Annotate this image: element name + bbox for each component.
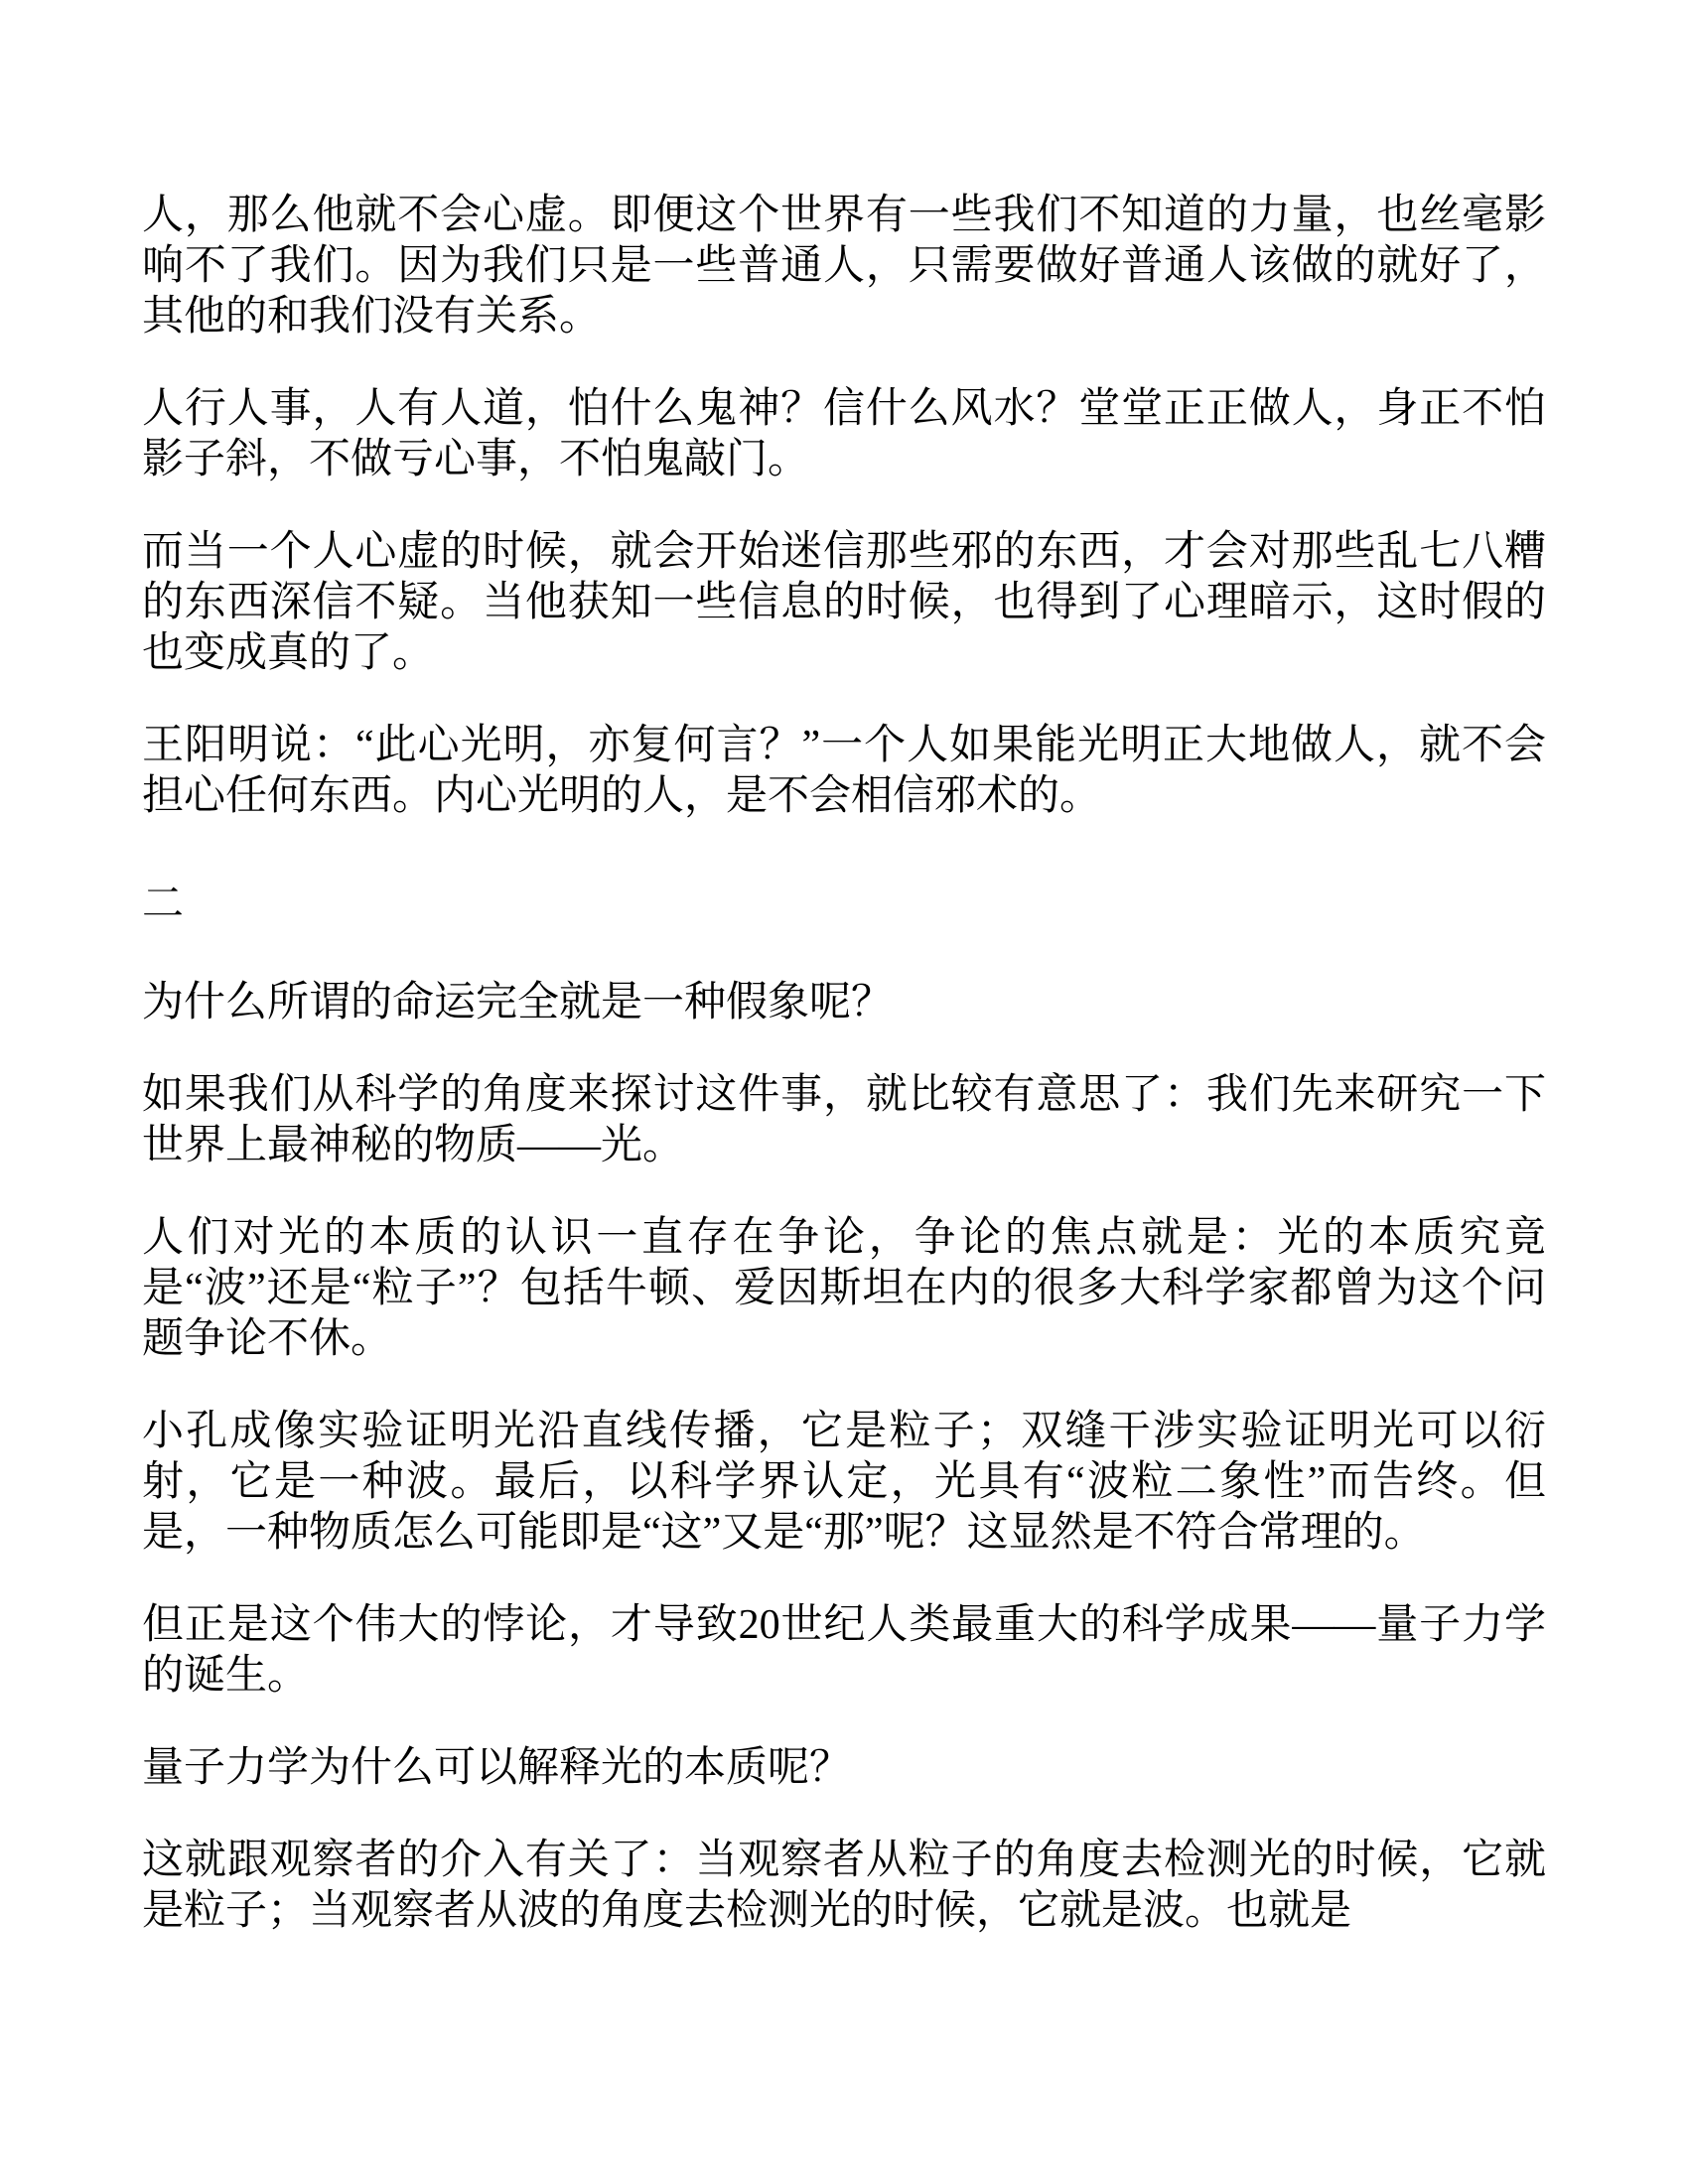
paragraph: 人，那么他就不会心虚。即便这个世界有一些我们不知道的力量，也丝毫影响不了我们。因为我们只是一些普通人，只需要做好普通人该做的就好了，其他的和我们没有关系。 — [142, 193, 1546, 340]
paragraph: 量子力学为什么可以解释光的本质呢？ — [142, 1745, 852, 1791]
paragraph: 而当一个人心虚的时候，就会开始迷信那些邪的东西，才会对那些乱七八糟的东西深信不疑。当他获知一些信息的时候，也得到了心理暗示，这时假的也变成真的了。 — [142, 529, 1546, 676]
paragraph: 这就跟观察者的介入有关了：当观察者从粒子的角度去检测光的时候，它就是粒子；当观察者从波的角度去检测光的时候，它就是波。也就是 — [142, 1838, 1546, 1934]
paragraph: 人们对光的本质的认识一直存在争论，争论的焦点就是：光的本质究竟是“波”还是“粒子”？包括牛顿、爱因斯坦在内的很多大科学家都曾为这个问题争论不休。 — [142, 1215, 1546, 1362]
paragraph: 小孔成像实验证明光沿直线传播，它是粒子；双缝干涉实验证明光可以衍射，它是一种波。最后，以科学界认定，光具有“波粒二象性”而告终。但是，一种物质怎么可能即是“这”又是“那”呢？这显然是不符合常理的。 — [142, 1409, 1546, 1556]
paragraph: 王阳明说：“此心光明，亦复何言？”一个人如果能光明正大地做人，就不会担心任何东西。内心光明的人，是不会相信邪术的。 — [142, 723, 1546, 819]
section-heading: 二 — [142, 882, 185, 927]
paragraph: 但正是这个伟大的悖论，才导致20世纪人类最重大的科学成果——量子力学的诞生。 — [142, 1602, 1546, 1699]
article-body — [142, 191, 1546, 1979]
paragraph: 人行人事，人有人道，怕什么鬼神？信什么风水？堂堂正正做人，身正不怕影子斜，不做亏心事，不怕鬼敲门。 — [142, 386, 1546, 482]
paragraph: 为什么所谓的命运完全就是一种假象呢？ — [142, 980, 894, 1025]
paragraph: 如果我们从科学的角度来探讨这件事，就比较有意思了：我们先来研究一下世界上最神秘的物质——光。 — [142, 1072, 1546, 1168]
